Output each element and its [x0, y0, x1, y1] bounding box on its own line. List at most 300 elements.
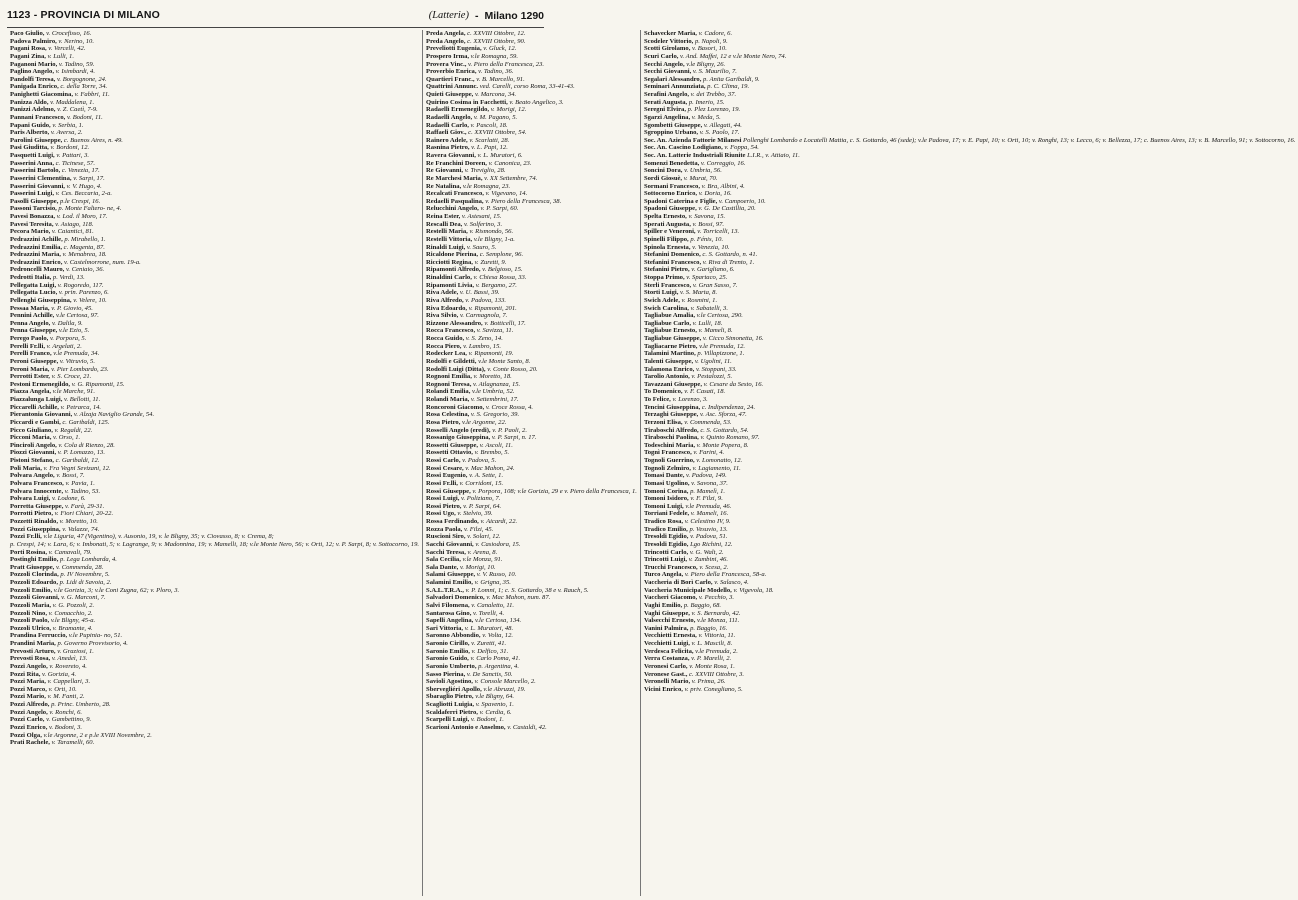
entry-address: v. Valazze, 74. [60, 525, 100, 533]
entry-name: Passerini Clementina, [10, 174, 72, 182]
entry-address: v. Lodone, 6. [50, 495, 86, 503]
entry-address: v. prin. Parenzo, 6. [57, 289, 109, 297]
entry-address: v. Gluck, 12. [481, 45, 517, 53]
entry-name: Porti Rosina, [10, 548, 47, 556]
entry-address: v. G. Marconi, 7. [59, 594, 106, 602]
entry-name: Parolini Giuseppe, [10, 136, 63, 144]
page-header [7, 6, 544, 28]
entry-name: Pozzoli Giovanni, [10, 594, 60, 602]
entry-address: v. Porpora, 108; v.le Gorizia, 29 e v. Piero della Francesca, 1. [470, 487, 637, 495]
entry-address: c. Indipendenza, 24. [700, 403, 756, 411]
entry-name: Re Franchini Doreen, [426, 159, 487, 167]
entry-name: Panizzi Adelmo, [10, 106, 56, 114]
entry-address: v. Prima, 26. [690, 678, 726, 686]
listing-entry [426, 533, 637, 541]
listing-entry [426, 632, 637, 640]
entry-address: v. Canaletto, 11. [469, 601, 515, 609]
entry-address: v. Vercelli, 42. [46, 45, 86, 53]
entry-name: Quieti Giuseppe, [426, 91, 474, 98]
entry-name: Tognoli Zelmiro, [643, 464, 691, 472]
entry-address: v. Carlo Poma, 41. [468, 655, 521, 663]
entry-address: v. Sabatelli, 3. [688, 304, 728, 312]
entry-address: v. Taramelli, 60. [49, 739, 95, 747]
listing-entry [426, 175, 637, 183]
entry-name: Prevosti Rosa, [10, 655, 51, 663]
entry-name: Rozza Paola, [426, 525, 463, 533]
entry-name: Pecora Mario, [10, 228, 51, 236]
listing-entry [10, 297, 419, 305]
entry-name: S.A.L.T.R.A., [426, 586, 464, 594]
entry-name: Tradico Rosa, [643, 518, 684, 525]
entry-name: Passerini Luigi, [10, 190, 54, 198]
listing-entry [644, 236, 1296, 244]
entry-name: Tognoli Guerrino, [643, 457, 695, 464]
entry-address: v. F. Filzi, 9. [688, 495, 723, 503]
entry-name: Panighetti Giacomina, [10, 91, 74, 98]
listing-entry [10, 503, 419, 511]
entry-address: v. Astesani, 15. [460, 213, 502, 220]
entry-name: Stefanini Pietro, [643, 266, 690, 274]
listing-entry [426, 411, 637, 419]
entry-name: Tomasi Dante, [643, 472, 685, 480]
entry-address: p. Verdi, 13. [51, 274, 85, 281]
entry-address: v.le Premuda, 12. [697, 342, 746, 350]
entry-address: ved. Carelli, corso Roma, 33-41-43. [478, 83, 575, 91]
entry-address: v.le Umbria, 52. [470, 388, 515, 396]
entry-name: Scarpelli Luigi, [426, 716, 470, 724]
entry-name: Prospero Irma, [426, 52, 470, 60]
listing-entry [644, 259, 1296, 267]
entry-address: v.le Monte Santo, 8. [476, 357, 531, 365]
listing-entry [10, 114, 419, 122]
listing-entry [10, 701, 419, 709]
listing-entry [644, 610, 1296, 618]
entry-address: v. Vigevola, 18. [731, 586, 774, 594]
listing-entry [426, 556, 637, 564]
entry-name: Pozzi Rita, [10, 670, 41, 678]
entry-address: v. Moretto, 10. [57, 518, 98, 525]
entry-name: Ripamonti Alfredo, [426, 266, 481, 274]
entry-address: v. De Sanctis, 50. [465, 670, 513, 678]
listing-entry [426, 373, 637, 381]
listing-entry [426, 671, 637, 679]
entry-address: v. Comacchio, 2. [47, 609, 93, 617]
entry-name: Passerini Giovanni, [10, 182, 65, 190]
listing-entry [10, 76, 419, 84]
entry-name: Peroni Maria, [10, 365, 50, 373]
header-separator: - [33, 9, 41, 21]
listing-entry [426, 663, 637, 671]
listing-entry [10, 541, 419, 549]
listing-entry [10, 45, 419, 53]
entry-name: Somenzi Benedetta, [643, 159, 700, 167]
entry-address: v. Casiodora, 15. [473, 540, 521, 548]
entry-address: v. Solari, 12. [465, 533, 501, 541]
entry-address: v. Scarlatti, 28. [467, 136, 510, 144]
listing-entry [426, 99, 637, 107]
entry-name: Rizzone Alessandro, [426, 319, 483, 327]
entry-address: v. Alzaja Naviglio Grande, 54. [72, 411, 155, 419]
listing-entry [644, 129, 1296, 137]
listing-entry [644, 549, 1296, 557]
entry-address: v. Rosmini, 1. [679, 296, 718, 304]
entry-name: Tiraboschi Alfredo, [643, 426, 699, 434]
entry-name: Passerini Bartolo, [10, 167, 61, 175]
entry-address: v. U. Bassi, 39. [458, 289, 500, 297]
listing-entry [644, 373, 1296, 381]
entry-address: v. Ronchi, 6. [47, 708, 83, 716]
listing-entry [426, 137, 637, 145]
entry-name: Rocca Guido, [426, 335, 465, 342]
listing-entry [644, 533, 1296, 541]
listing-entry [426, 564, 637, 572]
listing-entry [426, 503, 637, 511]
entry-address: v.le Bligny, 64. [473, 693, 515, 701]
entry-name: Ripamonti Livia, [426, 281, 475, 289]
entry-name: Sbaraglio Pietro, [426, 693, 474, 701]
entry-name: Valsecchi Ernesto, [643, 617, 696, 625]
entry-name: Verdesca Felicita, [643, 647, 694, 655]
entry-address: v. S. Maurilio, 7. [691, 68, 737, 76]
entry-address: v. dei Trebbo, 37. [689, 91, 737, 98]
listing-entry [426, 144, 637, 152]
entry-name: Sbervegliéri Apollo, [426, 685, 482, 693]
entry-address: v. Gambettino, 9. [44, 716, 92, 724]
entry-address: p. Baggio, 68. [682, 601, 722, 609]
entry-address: v. Bodoni, 11. [65, 113, 103, 121]
listing-entry [10, 221, 419, 229]
listing-entry [644, 594, 1296, 602]
entry-address: c. Garibaldi, 12. [53, 457, 100, 464]
entry-address: v.le Premuda, 34. [51, 350, 100, 358]
entry-name: Serati Augusta, [643, 98, 688, 106]
entry-address: v. P. Sarpi, 60. [478, 205, 519, 213]
entry-name: Tresoldi Egidio, [643, 533, 689, 541]
entry-name: Tarolio Antonio, [643, 373, 690, 381]
entry-address: c. Ticinese, 57. [53, 159, 95, 167]
entry-name: Spiller e Veneroni, [643, 228, 696, 236]
listing-entry [426, 686, 637, 694]
entry-name: Pozzi Marco, [10, 685, 47, 693]
listing-entry [644, 68, 1296, 76]
listing-entry [426, 183, 637, 191]
entry-address: v. Maddalena, 1. [48, 98, 95, 106]
entry-name: Soc. An. Latterie Industriali Riunite [643, 152, 746, 159]
listing-entry [426, 343, 637, 351]
entry-name: Talamona Enrico, [643, 365, 695, 373]
entry-name: Rodecker Lea, [426, 350, 467, 358]
listing-entry [426, 709, 637, 717]
listing-entry [10, 358, 419, 366]
entry-address: c. XXVIII Ottobre, 3. [687, 670, 745, 678]
listing-entry [644, 388, 1296, 396]
entry-name: Pedrazzini Enrico, [10, 258, 63, 266]
entry-address: v. Torricelli, 13. [695, 228, 740, 236]
listing-entry [426, 305, 637, 313]
entry-address: v.le Certosa, 290. [695, 312, 743, 320]
entry-name: Pozzoli Paolo, [10, 617, 50, 625]
entry-name: Veronesi Carlo, [643, 662, 688, 670]
listing-entry [426, 244, 637, 252]
entry-name: Rossi Cesare, [426, 464, 464, 472]
listing-entry [644, 404, 1296, 412]
entry-name: Sala Dante, [426, 563, 459, 571]
entry-address: p. IV Novembre, 5. [58, 571, 110, 579]
entry-name: Saronio Umberto, [426, 662, 477, 670]
listing-entry [426, 648, 637, 656]
entry-name: Rossanigo Giuseppina, [426, 434, 491, 442]
entry-address: v. Aversa, 2. [49, 129, 83, 137]
entry-address: v. Padova, 149. [684, 472, 727, 480]
entry-address: v.le Premuda, 2. [693, 647, 738, 655]
listing-entry [426, 602, 637, 610]
entry-address: v. Lod. il Moro, 17. [55, 213, 108, 220]
listing-entry [644, 198, 1296, 206]
listing-entry [426, 480, 637, 488]
listing-entry [10, 236, 419, 244]
entry-name: Pozzi Enrico, [10, 723, 48, 731]
listing-entry [426, 160, 637, 168]
entry-name: To Domenico, [643, 388, 683, 396]
entry-address: v. Vigevano, 14. [483, 190, 528, 198]
entry-address: v. V. Russo, 10. [475, 571, 517, 579]
entry-name: Polvara Francesco, [10, 479, 64, 487]
listing-entry [644, 640, 1296, 648]
entry-name: Perelli Franco, [10, 350, 52, 358]
entry-address: v. Spartaco, 25. [684, 274, 728, 281]
listing-entry [426, 640, 637, 648]
listing-entry [426, 53, 637, 61]
entry-address: p. Governo Provvisorio, 4. [55, 640, 128, 647]
listing-entry [426, 655, 637, 663]
entry-name: Vanini Palmira, [643, 624, 689, 632]
listing-entry [426, 350, 637, 358]
entry-address: v. Dalila, 9. [50, 319, 83, 327]
listing-entry [10, 106, 419, 114]
entry-name: Perrotti Ester, [10, 373, 50, 381]
listing-entry [426, 396, 637, 404]
listing-entry [10, 671, 419, 679]
entry-name: Rasnina Pietro, [426, 144, 470, 152]
listing-entry [426, 716, 637, 724]
entry-address: p. Vesuvio, 13. [687, 525, 728, 533]
listing-entry [10, 655, 419, 663]
entry-address: v. Console Marcello, 2. [472, 678, 536, 686]
listing-entry [10, 610, 419, 618]
listing-entry [426, 213, 637, 221]
entry-address: v. M. Pagano, 5. [472, 113, 518, 121]
entry-address: v. Crocefisso, 16. [44, 30, 92, 37]
entry-address: v. P. Lomazzo, 13. [56, 449, 106, 457]
entry-name: Radaelli Angelo, [426, 113, 473, 121]
listing-entry [10, 693, 419, 701]
listing-entry [10, 510, 419, 518]
listing-entry [644, 99, 1296, 107]
entry-address: v. Salasco, 4. [712, 579, 749, 586]
entry-address: v. Graziosi, 1. [55, 647, 94, 655]
listing-entry [644, 61, 1296, 69]
entry-name: Vaccheria di Borì Carlo, [643, 579, 713, 586]
entry-address: v. Serbia, 1. [50, 121, 84, 129]
entry-name: Pozzoli Clorinda, [10, 571, 59, 579]
entry-address: p. C. Clima, 19. [705, 83, 750, 91]
entry-address: v. Celestino IV, 9. [683, 518, 731, 525]
entry-address: v. Bodoni, 3. [47, 723, 83, 731]
listing-entry [10, 53, 419, 61]
listing-entry [644, 144, 1296, 152]
entry-address: v. S. Zeno, 14. [464, 335, 503, 342]
entry-address: v. Lulli, 1. [45, 52, 75, 60]
listing-entry [644, 266, 1296, 274]
entry-name: Picconi Maria, [10, 434, 52, 442]
entry-name: Rinaldini Carlo, [426, 274, 472, 281]
entry-address: v. Aicardi, 22. [478, 518, 518, 525]
entry-name: Picco Giuliano, [10, 426, 53, 434]
entry-name: Pasi Giuditta, [10, 144, 49, 152]
listing-entry [10, 305, 419, 313]
listing-entry [644, 152, 1296, 160]
entry-name: Serafini Angelo, [643, 91, 690, 98]
listing-entry [644, 45, 1296, 53]
listing-entry [10, 30, 419, 38]
listing-entry [426, 45, 637, 53]
listing-entry [10, 549, 419, 557]
entry-name: Swich Carolina, [643, 304, 689, 312]
entry-name: Tomoni Luigi, [643, 502, 684, 510]
listing-entry [426, 434, 637, 442]
entry-name: Seregni Elvira, [643, 106, 686, 114]
entry-address: v. Doria, 16. [697, 190, 732, 198]
entry-address: v. Campoerio, 10. [717, 197, 766, 205]
entry-name: Panigada Enrico, [10, 83, 59, 91]
entry-name: Spinelli Filippo, [643, 235, 689, 243]
entry-name: Secchi Angelo, [643, 60, 685, 68]
listing-entry [426, 122, 637, 130]
entry-name: Pavesi Teresita, [10, 220, 54, 228]
listing-entry [10, 518, 419, 526]
entry-name: Vaghi Emilio, [643, 601, 683, 609]
entry-name: Pedrazzini Maria, [10, 251, 61, 259]
entry-address: p. Lega Lombarda, 4. [58, 556, 117, 564]
listing-entry [426, 526, 637, 534]
entry-name: Rossi Carlo, [426, 457, 461, 464]
entry-address: v. Padova, 133. [463, 296, 507, 304]
listing-entry [10, 366, 419, 374]
listing-entry [426, 320, 637, 328]
listing-entry [644, 312, 1296, 320]
entry-name: Tencini Giuseppina, [643, 403, 701, 411]
entry-name: Sperati Augusta, [643, 220, 691, 228]
entry-name: Prandina Ferruccio, [10, 632, 68, 640]
entry-address: v. Bossi, 7. [54, 472, 85, 480]
city-number: Milano 1290 [484, 10, 544, 22]
listing-entry [426, 198, 637, 206]
entry-name: Rossi Ugo, [426, 510, 456, 518]
entry-address: p. Fénis, 10. [688, 235, 724, 243]
entry-address: v. Corridoni, 15. [457, 479, 504, 487]
listing-entry [10, 533, 419, 541]
listing-entry [426, 30, 637, 38]
listing-column-2 [422, 30, 640, 896]
entry-address: v. Beato Angelico, 3. [507, 98, 564, 106]
listing-entry [426, 449, 637, 457]
listing-entry [644, 53, 1296, 61]
listing-entry [426, 724, 637, 732]
entry-address: v. L. Muratori, 6. [475, 152, 523, 159]
listing-entry [426, 91, 637, 99]
listing-entry [644, 358, 1296, 366]
entry-name: Pellenghi Giuseppina, [10, 296, 72, 304]
entry-address: p. Crespi, 14; v. Lara, 6; v. Imbonati, 5; v. Lagrange, 9; v. Madonnina, 19; v. Mamelli, 18; v.le Monte Nero, 56; v. Orti, 12; v. P. Sarpi, 8; v. Sottocorno, 19. [10, 540, 420, 548]
entry-address: c. Buenos Aires, n. 49. [62, 136, 123, 144]
entry-address: v. Argelati, 2. [44, 342, 82, 350]
entry-address: c. Magenta, 87. [62, 243, 105, 251]
entry-name: Santarosa Gino, [426, 609, 472, 617]
entry-name: Salamini Emilio, [426, 579, 473, 586]
entry-address: v. Pascoli, 18. [468, 121, 508, 129]
listing-entry [426, 594, 637, 602]
entry-address: v. Pattari, 3. [54, 152, 90, 159]
entry-address: p. Napoli, 9. [693, 37, 728, 45]
listing-entry [10, 632, 419, 640]
entry-address: v. Morigi, 12. [489, 106, 527, 114]
entry-name: Rossetti Giuseppe, [426, 441, 479, 449]
entry-address: v. Nerino, 10. [56, 37, 95, 45]
entry-name: Scagliotti Luigia, [426, 701, 475, 708]
entry-address: v. Tadino, 53. [63, 487, 101, 495]
listing-entry [644, 686, 1296, 694]
listing-entry [644, 335, 1296, 343]
entry-name: Preveliotti Eugenia, [426, 45, 482, 53]
entry-name: Rocca Francesco, [426, 327, 476, 335]
entry-name: Soc. An. Azienda Fattorie Milanesi [643, 136, 742, 144]
listing-entry [644, 465, 1296, 473]
entry-address: v. Basori, 10. [690, 45, 727, 53]
entry-address: v. Mac Mahon, num. 87. [484, 594, 551, 602]
entry-name: Trincotti Carlo, [643, 548, 689, 556]
listing-entry [426, 38, 637, 46]
entry-address: v.le Abruzzi, 19. [481, 685, 526, 693]
entry-name: Raffaeli Giov., [426, 129, 467, 137]
entry-address: v. G. Pozzoli, 2. [51, 601, 95, 609]
entry-address: v. G. De Castillia, 20. [696, 205, 756, 213]
entry-address: v. Belgioso, 15. [480, 266, 523, 274]
listing-entry [10, 564, 419, 572]
entry-name: Vecchietti Luigi, [643, 640, 690, 647]
listing-entry [644, 274, 1296, 282]
listing-entry [10, 282, 419, 290]
category-label: (Latterie) [428, 10, 469, 21]
entry-address: v. Arena, 8. [465, 548, 498, 556]
entry-name: Rolandi Maria, [426, 396, 470, 403]
entry-address: v. Torelli, 4. [471, 609, 505, 617]
listing-entry [426, 495, 637, 503]
entry-address: v. Umbria, 56. [682, 167, 722, 175]
listing-entry [10, 663, 419, 671]
listing-entry [644, 457, 1296, 465]
entry-name: Re Giovanni, [426, 167, 464, 175]
entry-name: Pozzi Giuseppina, [10, 525, 61, 533]
entry-address: v. Brembo, 5. [472, 449, 510, 457]
entry-address: v. Volta, 12. [480, 632, 514, 640]
entry-name: Saronio Emilio, [426, 647, 470, 655]
entry-address: v. Treviglio, 28. [463, 167, 506, 175]
entry-name: Peroni Giuseppe, [10, 357, 59, 365]
entry-name: Ravera Giovanni, [426, 152, 476, 159]
entry-address: c. Venezia, 17. [60, 167, 100, 175]
entry-address: v. Venezia, 10. [690, 243, 730, 251]
listing-entry [10, 137, 419, 145]
